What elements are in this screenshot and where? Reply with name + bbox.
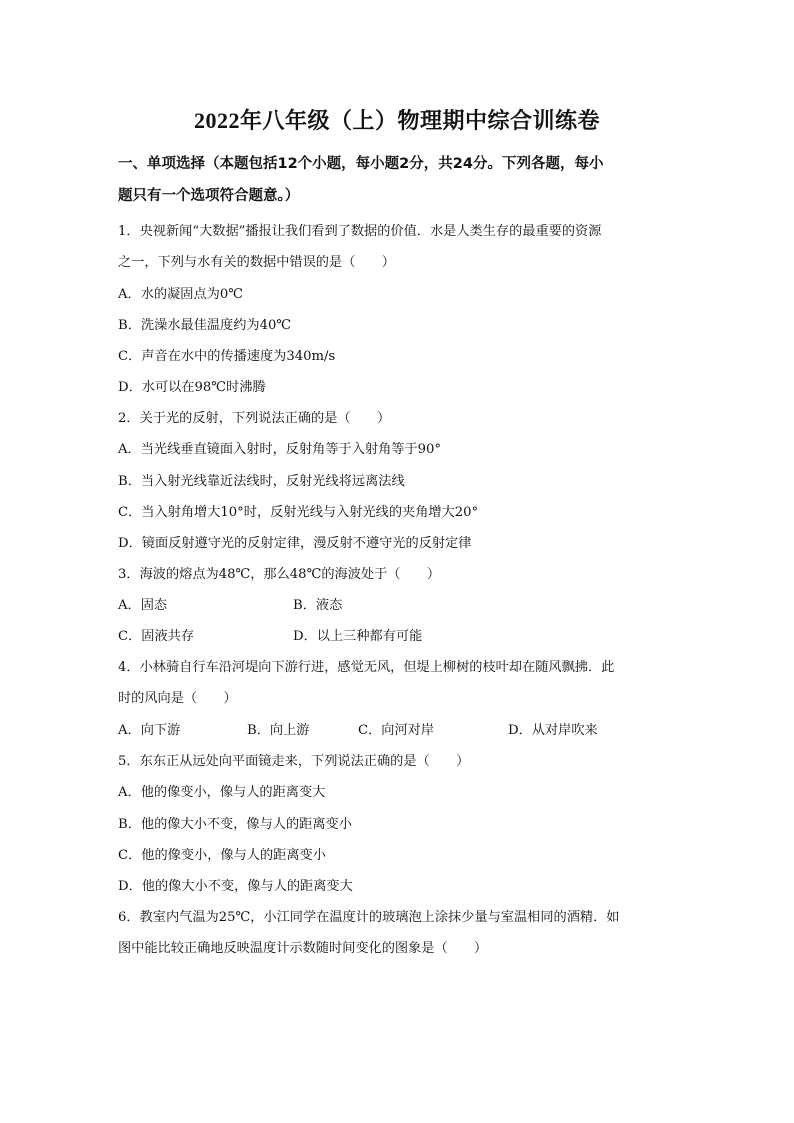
page-title: 2022年八年级（上）物理期中综合训练卷 <box>193 108 600 133</box>
q2-stem: 2．关于光的反射，下列说法正确的是（ ） <box>118 411 391 426</box>
q6-stem-line-1: 6．教室内气温为25℃，小江同学在温度计的玻璃泡上涂抹少量与室温相同的酒精．如 <box>118 910 620 925</box>
q4-option-d: D．从对岸吹来 <box>508 723 598 738</box>
q2-option-d: D．镜面反射遵守光的反射定律，漫反射不遵守光的反射定律 <box>118 536 472 551</box>
q2-option-a: A．当光线垂直镜面入射时，反射角等于入射角等于90° <box>118 442 442 457</box>
q5-option-c: C．他的像变小，像与人的距离变小 <box>118 848 326 863</box>
q5-option-d: D．他的像大小不变，像与人的距离变大 <box>118 879 353 894</box>
q4-option-a: A．向下游 <box>118 723 181 738</box>
q1-option-c: C．声音在水中的传播速度为340m/s <box>118 349 336 364</box>
section-heading-line-1: 一、单项选择（本题包括12个小题，每小题2分，共24分。下列各题，每小 <box>118 156 604 172</box>
q5-option-b: B．他的像大小不变，像与人的距离变小 <box>118 817 352 832</box>
q3-option-c: C．固液共存 <box>118 629 195 644</box>
q5-option-a: A．他的像变小，像与人的距离变大 <box>118 785 326 800</box>
q2-option-b: B．当入射光线靠近法线时，反射光线将远离法线 <box>118 474 405 489</box>
section-heading-line-2: 题只有一个选项符合题意。） <box>118 188 300 204</box>
q2-option-c: C．当入射角增大10°时，反射光线与入射光线的夹角增大20° <box>118 505 479 520</box>
q1-option-a: A．水的凝固点为0℃ <box>118 287 243 302</box>
q4-option-b: B．向上游 <box>247 723 310 738</box>
q4-stem-line-1: 4．小林骑自行车沿河堤向下游行进，感觉无风，但堤上柳树的枝叶却在随风飘拂．此 <box>118 660 615 675</box>
q3-option-a: A．固态 <box>118 598 168 613</box>
q3-option-d: D．以上三种都有可能 <box>293 629 423 644</box>
q1-option-d: D．水可以在98℃时沸腾 <box>118 380 266 395</box>
q4-option-c: C．向河对岸 <box>358 723 435 738</box>
q3-option-b: B．液态 <box>293 598 343 613</box>
q1-stem-line-2: 之一，下列与水有关的数据中错误的是（ ） <box>118 255 395 270</box>
q6-stem-line-2: 图中能比较正确地反映温度计示数随时间变化的图象是（ ） <box>118 941 488 956</box>
q3-stem: 3．海波的熔点为48℃，那么48℃的海波处于（ ） <box>118 567 441 582</box>
q5-stem: 5．东东正从远处向平面镜走来，下列说法正确的是（ ） <box>118 754 470 769</box>
q1-option-b: B．洗澡水最佳温度约为40℃ <box>118 318 292 333</box>
q1-stem-line-1: 1．央视新闻“大数据”播报让我们看到了数据的价值．水是人类生存的最重要的资源 <box>118 224 602 239</box>
section-heading <box>118 148 678 212</box>
q4-stem-line-2: 时的风向是（ ） <box>118 691 237 706</box>
